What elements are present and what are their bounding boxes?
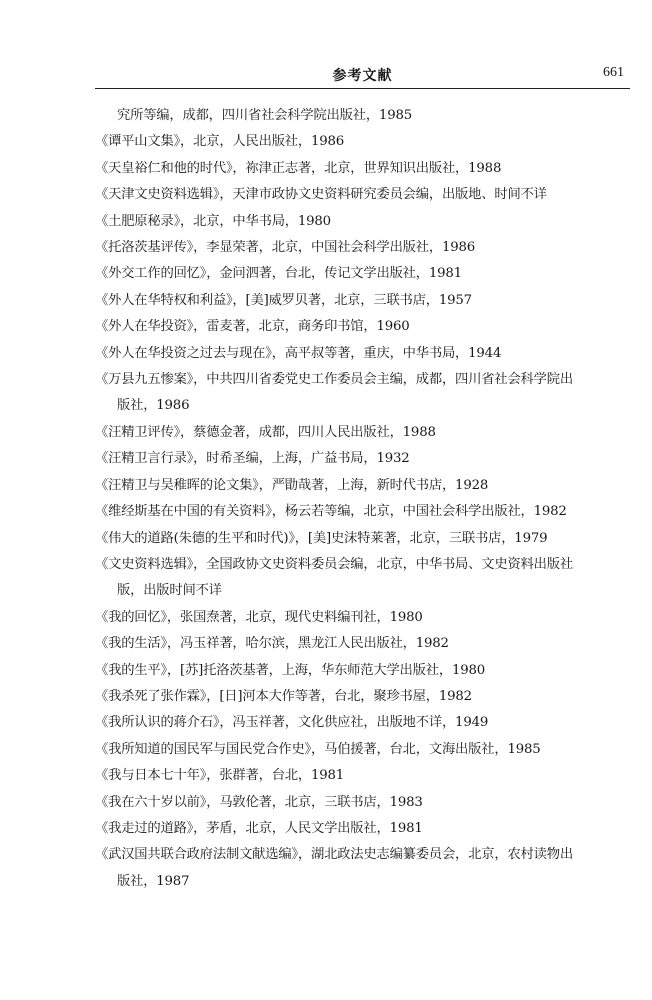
bibliography-entry: 究所等编，成都，四川省社会科学院出版社，1985 — [117, 108, 412, 123]
bibliography-entry: 《我的回忆》，张国焘著，北京，现代史料编刊社，1980 — [95, 609, 423, 625]
page-number: 661 — [603, 65, 624, 80]
bibliography-list — [95, 103, 635, 895]
bibliography-entry: 《谭平山文集》，北京，人民出版社，1986 — [95, 134, 345, 150]
running-header — [95, 62, 630, 89]
bibliography-entry-continuation: 版社，1987 — [117, 873, 190, 889]
bibliography-entry: 《我杀死了张作霖》，[日]河本大作等著，台北，聚珍书屋，1982 — [95, 688, 472, 704]
bibliography-entry: 《武汉国共联合政府法制文献选编》，湖北政法史志编纂委员会，北京，农村读物出 — [95, 847, 573, 863]
bibliography-entry: 《外人在华投资之过去与现在》，高平叔等著，重庆，中华书局，1944 — [95, 345, 502, 361]
running-title: 参考文献 — [332, 68, 393, 84]
bibliography-entry: 《维经斯基在中国的有关资料》，杨云若等编，北京，中国社会科学出版社，1982 — [95, 504, 567, 520]
bibliography-entry: 《天皇裕仁和他的时代》，祢津正志著，北京，世界知识出版社，1988 — [95, 160, 502, 176]
bibliography-entry: 《外交工作的回忆》，金问泗著，台北，传记文学出版社，1981 — [95, 266, 462, 282]
bibliography-entry: 《我的生平》，[苏]托洛茨基著，上海，华东师范大学出版社，1980 — [95, 662, 485, 678]
bibliography-entry: 《汪精卫评传》，蔡德金著，成都，四川人民出版社，1988 — [95, 424, 436, 440]
bibliography-entry: 《汪精卫言行录》，时希圣编，上海，广益书局，1932 — [95, 451, 410, 467]
bibliography-entry: 《土肥原秘录》，北京，中华书局，1980 — [95, 213, 331, 229]
bibliography-entry: 《文史资料选辑》，全国政协文史资料委员会编，北京，中华书局、文史资料出版社 — [95, 556, 573, 572]
bibliography-entry: 《伟大的道路(朱德的生平和时代)》，[美]史沫特莱著，北京，三联书店，1979 — [95, 530, 548, 546]
bibliography-entry: 《汪精卫与吴稚晖的论文集》，严勖哉著，上海，新时代书店，1928 — [95, 477, 489, 493]
bibliography-entry: 《我所认识的蒋介石》，冯玉祥著，文化供应社，出版地不详，1949 — [95, 715, 489, 731]
bibliography-entry: 《我在六十岁以前》，马敦伦著，北京，三联书店，1983 — [95, 794, 423, 810]
bibliography-entry: 《外人在华特权和利益》，[美]威罗贝著，北京，三联书店，1957 — [95, 292, 472, 308]
bibliography-entry: 《托洛茨基评传》，李显荣著，北京，中国社会科学出版社，1986 — [95, 240, 476, 256]
bibliography-entry: 《我走过的道路》，茅盾，北京，人民文学出版社，1981 — [95, 820, 423, 836]
bibliography-entry: 《我的生活》，冯玉祥著，哈尔滨，黑龙江人民出版社，1982 — [95, 636, 449, 652]
bibliography-entry-continuation: 版，出版时间不详 — [117, 583, 222, 599]
bibliography-entry: 《万县九五惨案》，中共四川省委党史工作委员会主编，成都，四川省社会科学院出 — [95, 372, 573, 388]
bibliography-entry: 《外人在华投资》，雷麦著，北京，商务印书馆，1960 — [95, 319, 410, 335]
bibliography-entry-continuation: 版社，1986 — [117, 398, 190, 414]
bibliography-entry: 《我与日本七十年》，张群著，台北，1981 — [95, 768, 345, 784]
bibliography-entry: 《我所知道的国民军与国民党合作史》，马伯援著，台北，文海出版社，1985 — [95, 741, 541, 757]
bibliography-entry: 《天津文史资料选辑》，天津市政协文史资料研究委员会编，出版地、时间不详 — [95, 187, 547, 203]
